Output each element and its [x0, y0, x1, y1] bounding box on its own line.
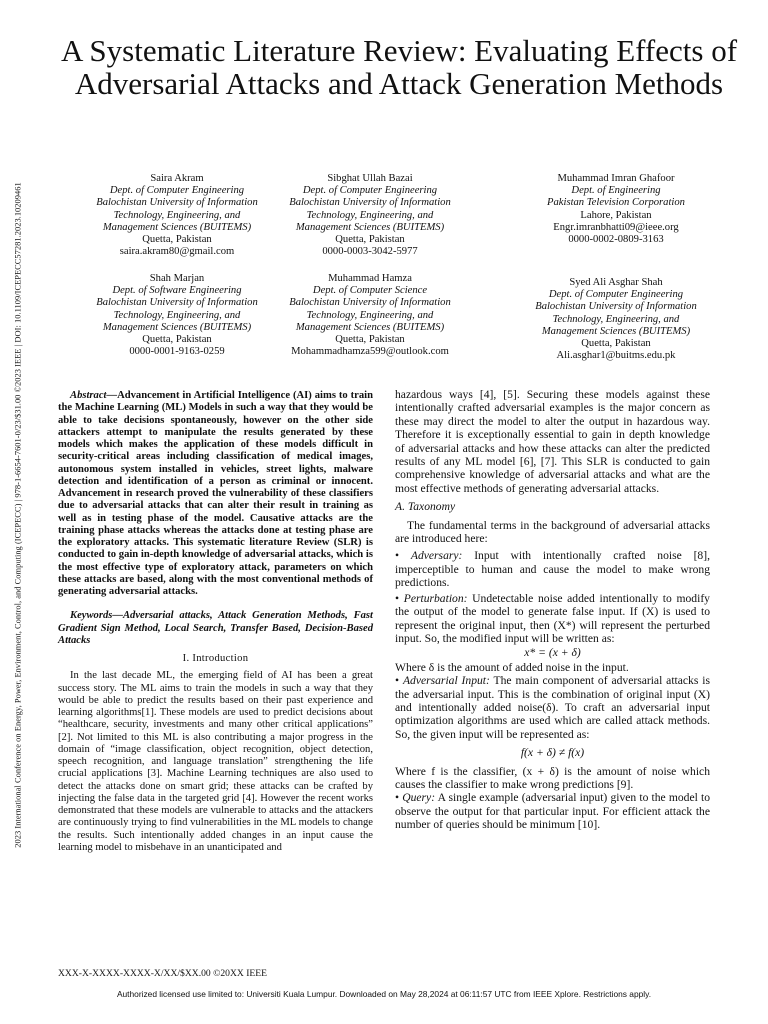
author-dept: Dept. of Computer Science — [312, 285, 428, 297]
bullet-term: Adversary: — [410, 549, 463, 563]
author-name: Saira Akram — [150, 173, 204, 184]
equation-2: f(x + δ) ≠ f(x) — [520, 746, 585, 760]
bullet-query: • Query: A single example (adversarial input) given to the model to observe the output for that particular input. For efficient attack the number of queries should be minimum [10]. — [395, 791, 710, 832]
intro-paragraph: In the last decade ML, the emerging field of AI has been a great success story. The ML aims to train the models in such a way that they would be able to predict the results based on their past experience and learning algorithms[1]. These models are used to predict decisions about “healthcare, security, investments and many other critical applications” [2]. Not limited to this ML is also contributing a major progress in the domain of “image classification, object recognition, object detection, speech recognition, and language translation” strengthening the life crucial applications [3]. Machine Learning techniques are also used to detect the attacks done on smart grid; these attacks can be crafted by injecting the false data in the targeted grid [4]. However the recent works demonstrated that these models are vulnerable to attacks and the attackers are continuously trying to find vulnerabilities in the ML models to change the results. Such intentionally added changes in an input cause the learning model to misbehave in an unanticipated and — [58, 670, 373, 853]
bullet-term: Query: — [402, 791, 436, 805]
side-citation-strip — [10, 130, 26, 900]
keywords-text: Adversarial attacks, Attack Generation Methods, Fast Gradient Sign Method, Local Search, Transfer Based, Decision-Based Attacks — [58, 610, 373, 646]
author-org: Technology, Engineering, and — [113, 209, 241, 221]
equation-1: x* = (x + δ) — [524, 646, 581, 660]
taxonomy-intro: The fundamental terms in the background of adversarial attacks are introduced here: — [395, 518, 710, 546]
author-contact: saira.akram80@gmail.com — [119, 246, 235, 258]
author-location: Quetta, Pakistan — [142, 234, 212, 246]
bullet-text: A single example (adversarial input) given to the model to observe the output for that particular input. For efficient attack the number of queries should be minimum [10]. — [395, 791, 710, 832]
author-name: Muhammad Imran Ghafoor — [557, 173, 675, 184]
author-contact: 0000-0002-0809-3163 — [568, 234, 664, 246]
author-dept: Dept. of Computer Engineering — [302, 185, 438, 197]
author-location: Quetta, Pakistan — [335, 234, 405, 246]
author-org: Balochistan University of Information — [96, 197, 258, 209]
author-name: Shah Marjan — [149, 273, 205, 284]
bullet-perturbation: • Perturbation: Undetectable noise added intentionally to modify the output of the model to generate false input. If (X) is used to represent the original input, then (X*) will represent the perturbed input. So, the modified input will be written as: — [395, 591, 710, 645]
author-org: Technology, Engineering, and — [306, 309, 434, 321]
abstract — [58, 390, 373, 598]
left-column — [58, 390, 373, 854]
abstract-label: Abstract— — [70, 390, 118, 401]
taxonomy-heading: A. Taxonomy — [395, 500, 456, 514]
author-dept: Dept. of Computer Engineering — [109, 185, 245, 197]
intro-heading: I. Introduction — [182, 653, 249, 664]
side-citation-text: 2023 International Conference on Energy, Power, Environment, Control, and Computing (ICEPECC) | 978-1-6654-7601-0/23/$31.00 ©2023 IEEE | DOI: 10.1109/ICEPECC57281.2023.10209461 — [13, 182, 23, 848]
bullet-text: Undetectable noise added intentionally to modify the output of the model to generate false input. If (X) is used to represent the original input, then (X*) will represent the perturbed input. So, the modified input will be written as: — [395, 591, 710, 645]
author-org: Management Sciences (BUITEMS) — [541, 325, 691, 337]
author-location: Quetta, Pakistan — [142, 334, 212, 346]
author-org: Management Sciences (BUITEMS) — [295, 221, 445, 233]
bullet-text: Input with intentionally crafted noise [8], imperceptible to human and cause the model to make wrong predictions. — [395, 549, 710, 590]
author-org: Pakistan Television Corporation — [547, 197, 685, 209]
continued-paragraph: hazardous ways [4], [5]. Securing these models against these intentionally crafted adversarial examples is the major concern as these may direct the model to alter the output in hazardous way. Therefore it is exceptionally essential to gain in depth knowledge of adversarial attacks and how these attacks can alter the predicted results of any ML model [6], [7]. This SLR is conducted to gain comprehensive knowledge of adversarial attacks and what are the most effective methods of generating adversarial attacks. — [395, 388, 710, 495]
copyright-code: XXX-X-XXXX-XXXX-X/XX/$XX.00 ©20XX IEEE — [58, 968, 267, 979]
author-org: Balochistan University of Information — [289, 197, 451, 209]
author-contact: Ali.asghar1@buitms.edu.pk — [556, 350, 676, 362]
author-dept: Dept. of Engineering — [571, 185, 661, 197]
right-column — [395, 388, 710, 832]
bullet-term: Adversarial Input: — [402, 674, 490, 688]
bullet-adversarial-input: • Adversarial Input: The main component of adversarial attacks is the adversarial input. This is the combination of original input (X) and intentionally added noise(δ). To craft an adversarial input optimization algorithms are used which are called attack methods. So, the given input will be represented as: — [395, 674, 710, 741]
author-location: Quetta, Pakistan — [335, 334, 405, 346]
author-contact: Mohammadhamza599@outlook.com — [291, 346, 449, 358]
author-org: Balochistan University of Information — [96, 297, 258, 309]
equation-1-note: Where δ is the amount of added noise in the input. — [395, 660, 629, 674]
author-org: Balochistan University of Information — [289, 297, 451, 309]
author-org: Technology, Engineering, and — [113, 309, 241, 321]
bullet-adversary: • Adversary: Input with intentionally crafted noise [8], imperceptible to human and cause the model to make wrong predictions. — [395, 549, 710, 590]
author-org: Management Sciences (BUITEMS) — [295, 321, 445, 333]
author-contact: Engr.imranbhatti09@ieee.org — [553, 221, 679, 233]
bullet-text: The main component of adversarial attacks is the adversarial input. This is the combination of original input (X) and intentionally added noise(δ). To craft an adversarial input optimization algorithms are used which are called attack methods. So, the given input will be represented as: — [395, 674, 710, 741]
author-block-2 — [255, 173, 485, 258]
bullet-term: Perturbation: — [403, 591, 468, 605]
author-org: Technology, Engineering, and — [306, 209, 434, 221]
author-contact: 0000-0003-3042-5977 — [322, 246, 418, 258]
author-dept: Dept. of Software Engineering — [112, 285, 242, 297]
equation-2-note: Where f is the classifier, (x + δ) is the amount of noise which causes the classifier to make wrong predictions [9]. — [395, 764, 710, 791]
keywords — [58, 610, 373, 647]
author-name: Sibghat Ullah Bazai — [327, 173, 413, 184]
author-block-3 — [501, 173, 731, 246]
author-org: Technology, Engineering, and — [552, 313, 680, 325]
author-dept: Dept. of Computer Engineering — [548, 289, 684, 301]
author-location: Quetta, Pakistan — [581, 338, 651, 350]
author-block-6 — [501, 277, 731, 362]
keywords-label: Keywords— — [70, 610, 123, 622]
abstract-text: Advancement in Artificial Intelligence (AI) aims to train the Machine Learning (ML) Models in such a way that they would be able to take decisions spontaneously, however on the other side attackers attempt to manipulate the results generated by these models which makes the application of these models difficult in security-critical areas including classification of medical images, autonomous system installed in vehicles, street lights, malware detection and identification of a person as criminal or innocent. Advancement in research proved the vulnerability of these classifiers due to adversarial attacks that can alter their result in training as well as in testing phase of the model. Causative attacks are the training phase attacks whereas the attacks done at testing phase are the exploratory attacks. This systematic literature Review (SLR) is conducted to gain in-depth knowledge of adversarial attacks, which is the most effective type of exploratory attack, parameters on which these attacks are based, along with the most conventional methods of generating adversarial attacks. — [58, 390, 373, 597]
author-name: Syed Ali Asghar Shah — [569, 277, 663, 288]
author-org: Management Sciences (BUITEMS) — [102, 321, 252, 333]
author-name: Muhammad Hamza — [328, 273, 412, 284]
author-org: Balochistan University of Information — [535, 301, 697, 313]
license-notice: Authorized licensed use limited to: Universiti Kuala Lumpur. Downloaded on May 28,2024 at 06:11:57 UTC from IEEE Xplore. Restrictions apply. — [116, 989, 652, 999]
paper-title: A Systematic Literature Review: Evaluating Effects of Adversarial Attacks and Attack Generation Methods — [60, 33, 738, 101]
author-location: Lahore, Pakistan — [580, 209, 652, 221]
author-org: Management Sciences (BUITEMS) — [102, 221, 252, 233]
author-contact: 0000-0001-9163-0259 — [129, 346, 225, 358]
author-block-5 — [255, 273, 485, 358]
